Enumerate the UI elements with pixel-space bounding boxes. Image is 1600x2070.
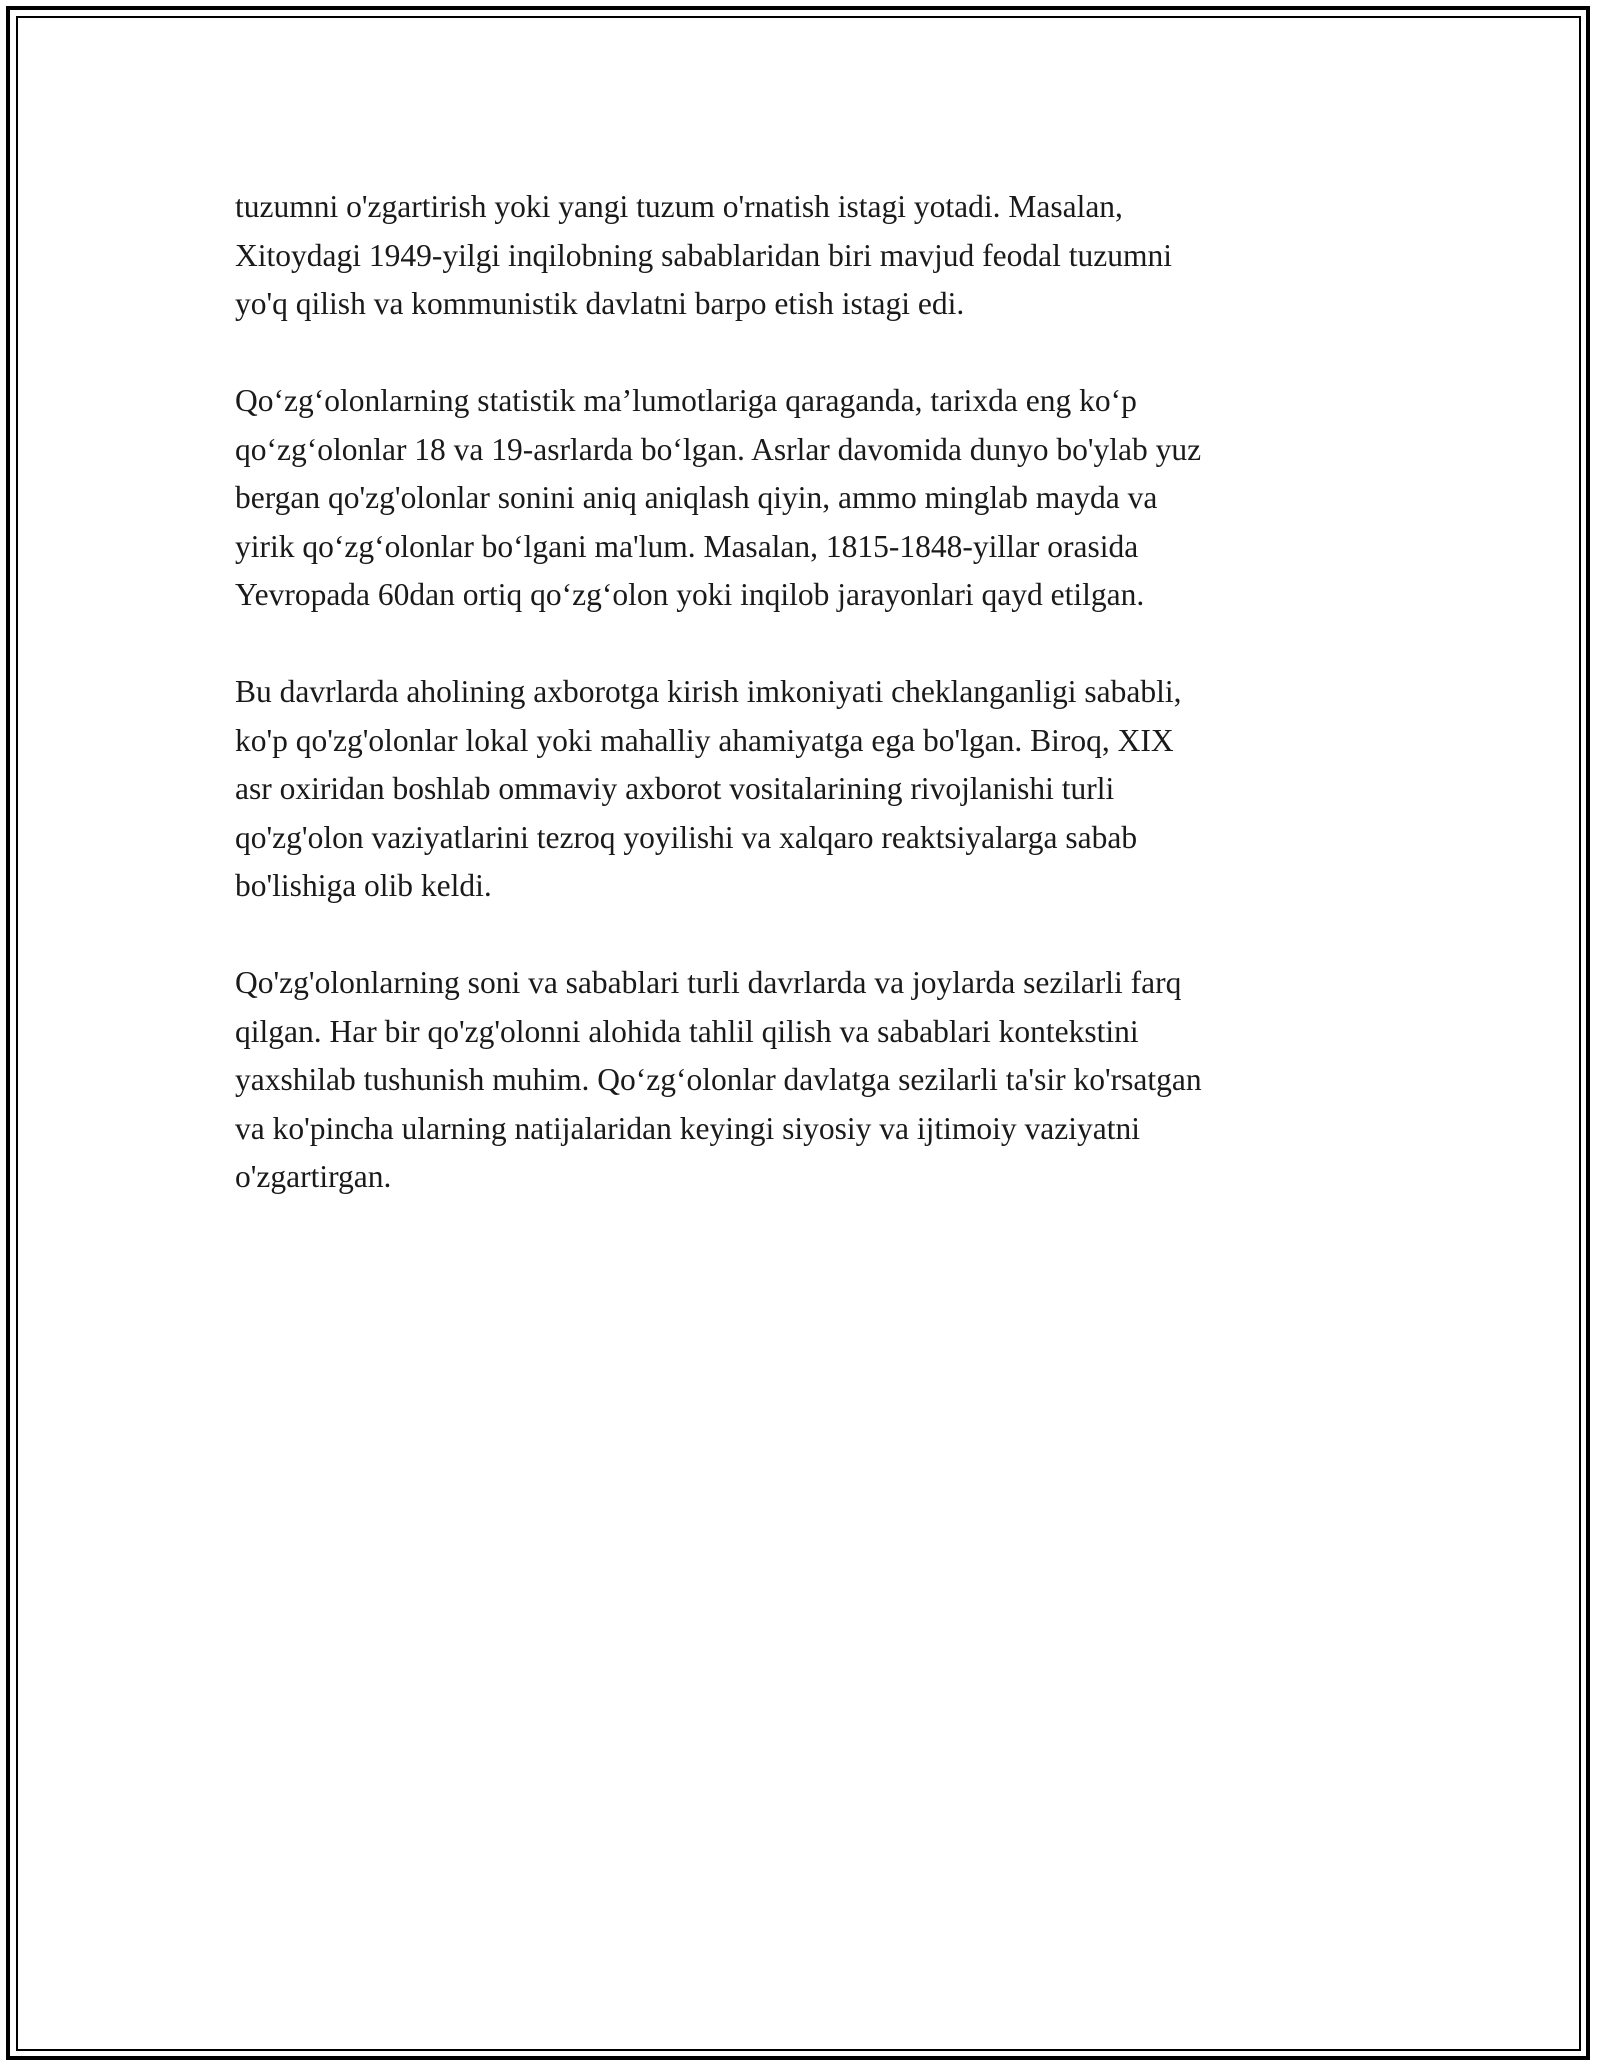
text-line: va ko'pincha ularning natijalaridan keyingi siyosiy va ijtimoiy vaziyatni xyxy=(235,1110,1140,1146)
paragraph-3 xyxy=(235,668,1375,911)
text-line: o'zgartirgan. xyxy=(235,1159,392,1194)
paragraph-4 xyxy=(235,959,1375,1202)
text-line: yaxshilab tushunish muhim. Qoʻzgʻolonlar davlatga sezilarli ta'sir ko'rsatgan xyxy=(235,1062,1202,1097)
text-line: Qoʻzgʻolonlarning statistik maʼlumotlariga qaraganda, tarixda eng koʻp xyxy=(235,383,1137,418)
text-line: asr oxiridan boshlab ommaviy axborot vositalarining rivojlanishi turli xyxy=(235,771,1115,806)
text-line: ko'p qo'zg'olonlar lokal yoki mahalliy ahamiyatga ega bo'lgan. Biroq, XIX xyxy=(235,722,1174,758)
text-line: Yevropada 60dan ortiq qoʻzgʻolon yoki inqilob jarayonlari qayd etilgan. xyxy=(235,577,1145,612)
paragraph-1 xyxy=(235,183,1375,329)
text-line: Qo'zg'olonlarning soni va sabablari turli davrlarda va joylarda sezilarli farq xyxy=(235,965,1182,1000)
text-line: bergan qo'zg'olonlar sonini aniq aniqlash qiyin, ammo minglab mayda va xyxy=(235,480,1158,515)
text-line: tuzumni o'zgartirish yoki yangi tuzum o'rnatish istagi yotadi. Masalan, xyxy=(235,189,1123,224)
text-line: Xitoydagi 1949-yilgi inqilobning sabablaridan biri mavjud feodal tuzumni xyxy=(235,237,1172,273)
text-line: bo'lishiga olib keldi. xyxy=(235,868,492,903)
text-line: yirik qoʻzgʻolonlar boʻlgani ma'lum. Masalan, 1815-1848-yillar orasida xyxy=(235,528,1139,564)
text-line: qo'zg'olon vaziyatlarini tezroq yoyilishi va xalqaro reaktsiyalarga sabab xyxy=(235,819,1138,855)
paragraph-2 xyxy=(235,377,1375,620)
document-body xyxy=(235,183,1375,1250)
text-line: qoʻzgʻolonlar 18 va 19-asrlarda boʻlgan. Asrlar davomida dunyo bo'ylab yuz xyxy=(235,431,1202,467)
text-line: yo'q qilish va kommunistik davlatni barpo etish istagi edi. xyxy=(235,286,965,321)
text-line: qilgan. Har bir qo'zg'olonni alohida tahlil qilish va sabablari kontekstini xyxy=(235,1013,1139,1049)
text-line: Bu davrlarda aholining axborotga kirish imkoniyati cheklanganligi sababli, xyxy=(235,674,1182,709)
